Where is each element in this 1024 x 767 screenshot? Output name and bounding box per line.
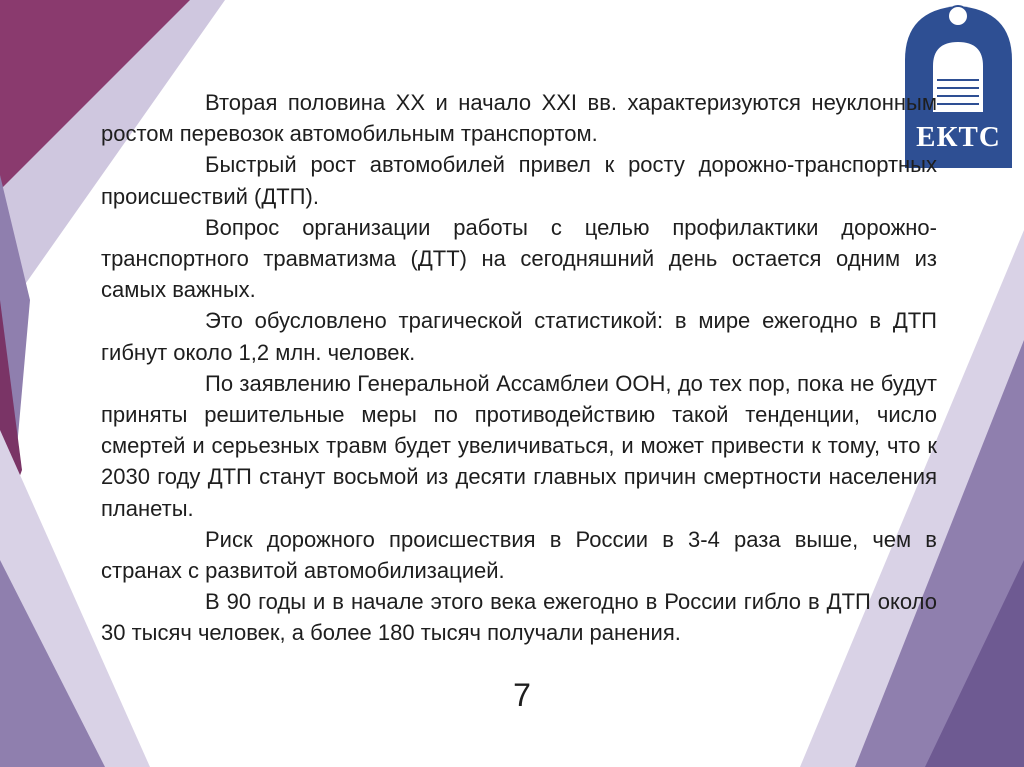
logo-text: ЕКТС: [916, 121, 1001, 153]
paragraph: По заявлению Генеральной Ассамблеи ООН, до тех пор, пока не будут приняты решительные меры по противодействию такой тенденции, число смертей и серьезных травм будет увеличиваться, и может привести к тому, что к 2030 году ДТП станут восьмой из десяти главных причин смертности населения планеты.: [101, 370, 937, 521]
logo-emblem-circle: [948, 6, 968, 26]
logo-arch: [933, 42, 983, 112]
page-number: 7: [513, 677, 531, 713]
paragraph: Вопрос организации работы с целью профилактики дорожно-транспортного травматизма (ДТТ) на сегодняшний день остается одним из самых важных.: [101, 214, 937, 303]
body-text: [101, 87, 937, 649]
paragraph: Быстрый рост автомобилей привел к росту дорожно-транспортных происшествий (ДТП).: [101, 152, 937, 209]
paragraph: Вторая половина XX и начало XXI вв. характеризуются неуклонным ростом перевозок автомобильным транспортом.: [101, 90, 937, 147]
paragraph: Риск дорожного происшествия в России в 3-4 раза выше, чем в странах с развитой автомобилизацией.: [101, 526, 937, 584]
paragraph: В 90 годы и в начале этого века ежегодно в России гибло в ДТП около 30 тысяч человек, а более 180 тысяч получали ранения.: [101, 589, 937, 646]
paragraph: Это обусловлено трагической статистикой: в мире ежегодно в ДТП гибнут около 1,2 млн. человек.: [101, 308, 937, 365]
